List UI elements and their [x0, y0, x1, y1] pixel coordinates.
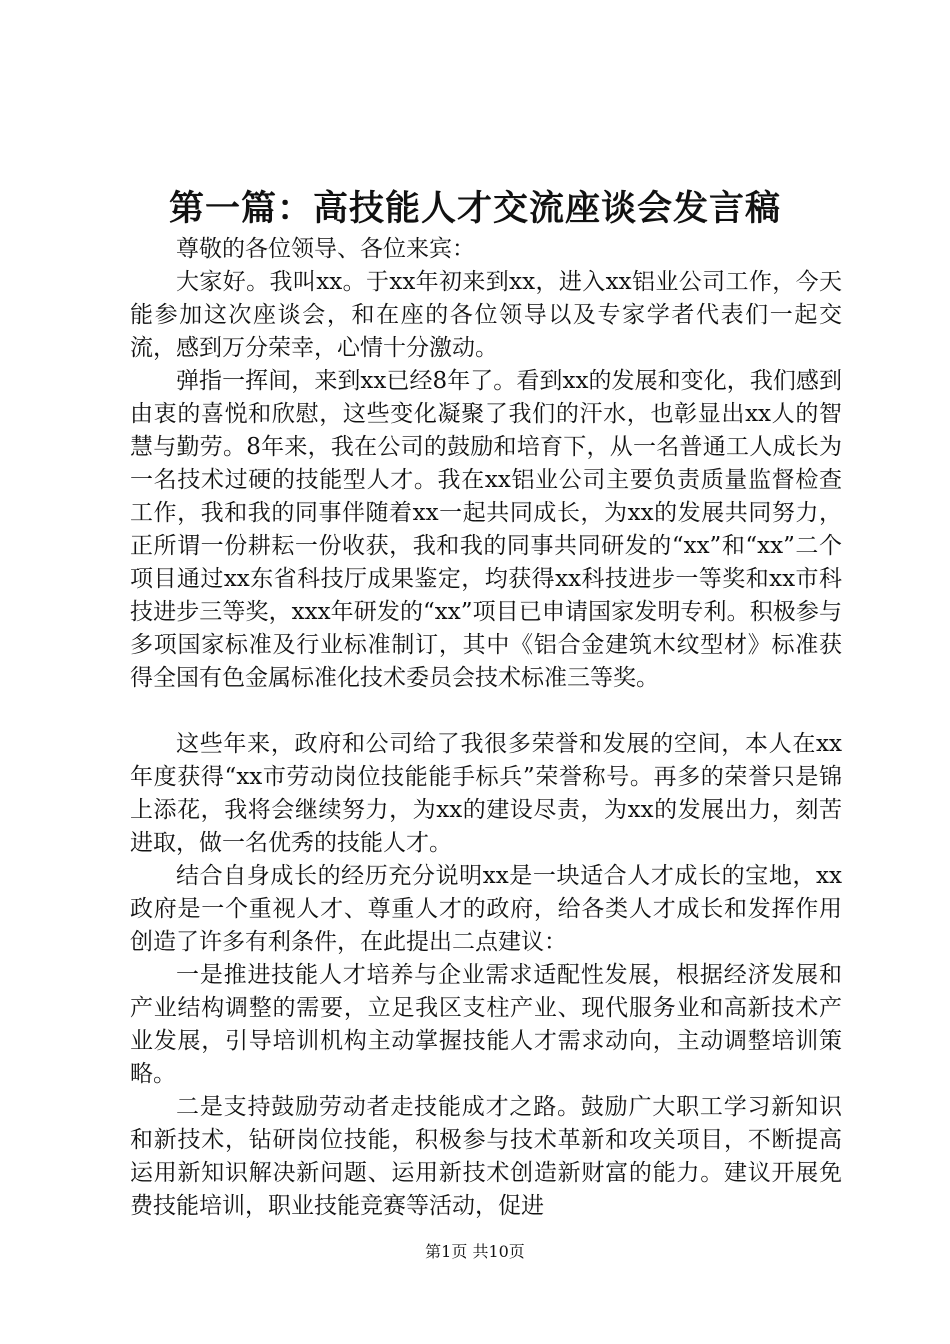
- paragraph-6: 二是支持鼓励劳动者走技能成才之路。鼓励广大职工学习新知识和新技术，钻研岗位技能，积极参与技术革新和攻关项目，不断提高运用新知识解决新问题、运用新技术创造新财富的能力。建议开展免费技能培训，职业技能竞赛等活动，促进: [130, 1094, 842, 1219]
- paragraph-3: 这些年来，政府和公司给了我很多荣誉和发展的空间，本人在xx年度获得“xx市劳动岗位技能能手标兵”荣誉称号。再多的荣誉只是锦上添花，我将会继续努力，为xx的建设尽责，为xx的发展出力，刻苦进取，做一名优秀的技能人才。: [130, 731, 842, 856]
- paragraph-1: 大家好。我叫xx。于xx年初来到xx，进入xx铝业公司工作，今天能参加这次座谈会，和在座的各位领导以及专家学者代表们一起交流，感到万分荣幸，心情十分激动。: [130, 269, 842, 361]
- salutation: 尊敬的各位领导、各位来宾：: [176, 236, 475, 262]
- paragraph-5: 一是推进技能人才培养与企业需求适配性发展，根据经济发展和产业结构调整的需要，立足我区支柱产业、现代服务业和高新技术产业发展，引导培训机构主动掌握技能人才需求动向，主动调整培训策略。: [130, 962, 842, 1087]
- document-title: 第一篇：高技能人才交流座谈会发言稿: [168, 189, 781, 229]
- paragraph-2: 弹指一挥间，来到xx已经8年了。看到xx的发展和变化，我们感到由衷的喜悦和欣慰，这些变化凝聚了我们的汗水，也彰显出xx人的智慧与勤劳。8年来，我在公司的鼓励和培育下，从一名普通工人成长为一名技术过硬的技能型人才。我在xx铝业公司主要负责质量监督检查工作，我和我的同事伴随着xx一起共同成长，为xx的发展共同努力，正所谓一份耕耘一份收获，我和我的同事共同研发的“xx”和“xx”二个项目通过xx东省科技厅成果鉴定，均获得xx科技进步一等奖和xx市科技进步三等奖，xxx年研发的“xx”项目已申请国家发明专利。积极参与多项国家标准及行业标准制订，其中《铝合金建筑木纹型材》标准获得全国有色金属标准化技术委员会技术标准三等奖。: [130, 368, 842, 691]
- document-body: [130, 233, 842, 1223]
- paragraph-4: 结合自身成长的经历充分说明xx是一块适合人才成长的宝地，xx政府是一个重视人才、尊重人才的政府，给各类人才成长和发挥作用创造了许多有利条件，在此提出二点建议：: [130, 863, 842, 955]
- page-indicator: 第1页 共10页: [425, 1242, 525, 1261]
